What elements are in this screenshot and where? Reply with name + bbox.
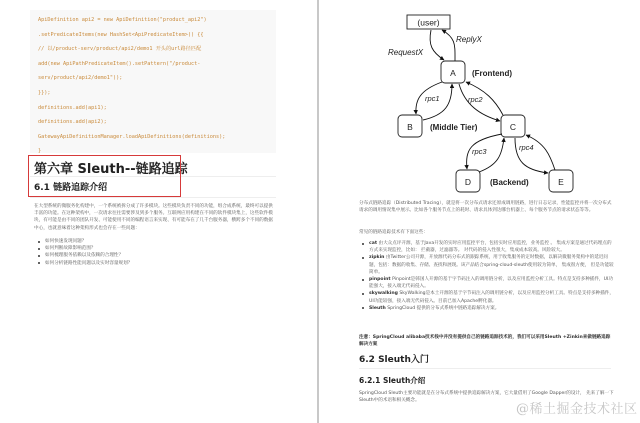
- backend-label: (Backend): [490, 178, 529, 187]
- list-item: [360, 240, 615, 254]
- left-page: [0, 0, 317, 423]
- tracing-diagram: [320, 0, 640, 200]
- rpc1-label: rpc1: [425, 94, 440, 103]
- rpc3-label: rpc3: [472, 147, 487, 156]
- tool-desc: Pinpoint是韩国人开源的基于字节码注入的调用链分析，以及应用监控分析工具。特点是支持多种插件，UI功能强大，接入端无代码侵入。: [369, 277, 613, 290]
- list-item: [360, 276, 615, 290]
- reply-label: ReplyX: [456, 35, 482, 44]
- tool-desc: SkyWalking是本土开源的基于字节码注入的调用链分析，以及应用监控分析工具。特点是支持多种插件，UI功能较强，接入端无代码侵入。目前已加入Apache孵化器。: [369, 291, 614, 304]
- list-item: 如何判断故障影响范围？: [36, 245, 266, 252]
- tool-name: pinpoint: [369, 277, 391, 283]
- watermark: @稀土掘金技术社区: [516, 402, 638, 417]
- node-d: [456, 170, 480, 192]
- list-item: [360, 290, 615, 304]
- rpc4-label: rpc4: [519, 143, 534, 152]
- code-line: .setPredicateItems(new HashSet<ApiPredicateItem>() {{: [38, 31, 204, 38]
- distributed-tracing-paragraph: 分布式链路追踪（Distributed Tracing），就是将一次分布式请求还原成调用链路，进行日志记录，性能监控并将一次分布式请求的调用情况集中展示。比如各个服务节点上的耗时、请求具体到达哪台机器上、每个服务节点的请求状态等等。: [359, 201, 612, 214]
- tools-list: [360, 240, 615, 312]
- list-item: [360, 305, 615, 312]
- node-a: [441, 61, 465, 83]
- user-node: [407, 15, 450, 29]
- heading-rule: [359, 368, 611, 369]
- tool-name: cat: [369, 241, 378, 246]
- code-line: }});: [38, 89, 51, 96]
- list-item: 如何梳理服务依赖以及依赖的合理性？: [36, 252, 266, 259]
- note-paragraph: 注意：SpringCloud alibaba技术栈中并没有提供自己的链路追踪技术的，我们可以采用Sleuth +Zinkin来做链路追踪解决方案: [359, 335, 611, 348]
- node-b: [398, 115, 422, 137]
- code-line: GatewayApiDefinitionManager.loadApiDefinitions(definitions);: [38, 133, 226, 140]
- questions-list: [36, 238, 266, 267]
- tool-desc: 由Twitter公司开源，开放源代码分布式的跟踪系统，用于收集服务的定时数据，以解决微服务架构中的延迟问题，包括：数据的收集、存储、查找和展现。该产品结合spring-cloud-sleuth使用较为简单， 集成很方便， 但是功能较简单。: [369, 255, 614, 275]
- tool-name: zipkin: [369, 255, 385, 261]
- code-line: // 以/product-serv/product/api2/demo1 开头的url路径匹配: [38, 46, 202, 53]
- code-block: [30, 10, 276, 153]
- code-line: definitions.add(api1);: [38, 104, 107, 111]
- tool-name: skywalking: [369, 291, 398, 297]
- code-line: add(new ApiPathPredicateItem().setPattern("/product-: [38, 60, 201, 67]
- svg-text:C: C: [509, 122, 517, 132]
- intro-paragraph: 在大型系统的微服务化构建中，一个系统被拆分成了许多模块。这些模块负责不同的功能，组合成系统，最终可以提供丰富的功能。在这种架构中，一次请求往往需要涉及到多个服务。互联网应用构建在不同的软件模块集上，这些软件模块，有可能是由不同的团队开发、可能使用不同的编程语言来实现、有可能布在了几千台服务器，横跨多个不同的数据中心，也就意味着这种架构形式也会存在一些问题：: [34, 204, 273, 231]
- list-item: 如何分析链路性能问题以及实时容量规划？: [36, 260, 266, 267]
- section-heading-6-2: 6.2 Sleuth入门: [359, 355, 429, 365]
- tool-name: Sleuth: [369, 305, 386, 311]
- tool-desc: SpringCloud 提供的分布式系统中链路追踪解决方案。: [385, 305, 500, 311]
- list-item: [360, 254, 615, 276]
- node-c: [501, 115, 525, 137]
- svg-text:D: D: [464, 177, 472, 187]
- rpc2-label: rpc2: [468, 95, 483, 104]
- frontend-label: (Frontend): [472, 69, 512, 78]
- code-line: serv/product/api2/demo1"));: [38, 75, 123, 82]
- code-line: ApiDefinition api2 = new ApiDefinition("product_api2"): [38, 17, 207, 23]
- heading-rule: [30, 197, 276, 198]
- middle-tier-label: (Middle Tier): [430, 123, 478, 132]
- list-item: 如何快速发现问题？: [36, 238, 266, 245]
- svg-text:E: E: [558, 177, 564, 187]
- section-title: 6.1 链路追踪介绍: [34, 183, 108, 193]
- code-line: }: [38, 148, 42, 155]
- request-label: RequestX: [388, 48, 424, 57]
- common-tools-intro: 常见的链路追踪技术有下面这些：: [359, 230, 428, 235]
- code-line: definitions.add(api2);: [38, 119, 107, 126]
- subsection-heading-6-2-1: 6.2.1 Sleuth介绍: [359, 376, 426, 385]
- sleuth-intro-paragraph: SpringCloud Sleuth主要功能就是在分布式系统中提供追踪解决方案，它大量借用了Google Dapper的设计， 先来了解一下Sleuth中的术语和相关概念。: [359, 391, 614, 404]
- red-highlight-box: [28, 155, 181, 197]
- tool-desc: 由大众点评开源，基于Java开发的实时应用监控平台，包括实时应用监控，业务监控 。 集成方案是通过代码埋点的方式来实现监控，比如： 拦截器，过滤器等。 对代码的侵入性很大，集成成本较高。风险较大。: [369, 241, 612, 254]
- svg-text:A: A: [450, 68, 456, 78]
- user-label: (user): [417, 17, 440, 28]
- svg-text:B: B: [407, 122, 413, 132]
- node-e: [549, 170, 573, 192]
- chapter-title: 第六章 Sleuth--链路追踪: [34, 162, 188, 177]
